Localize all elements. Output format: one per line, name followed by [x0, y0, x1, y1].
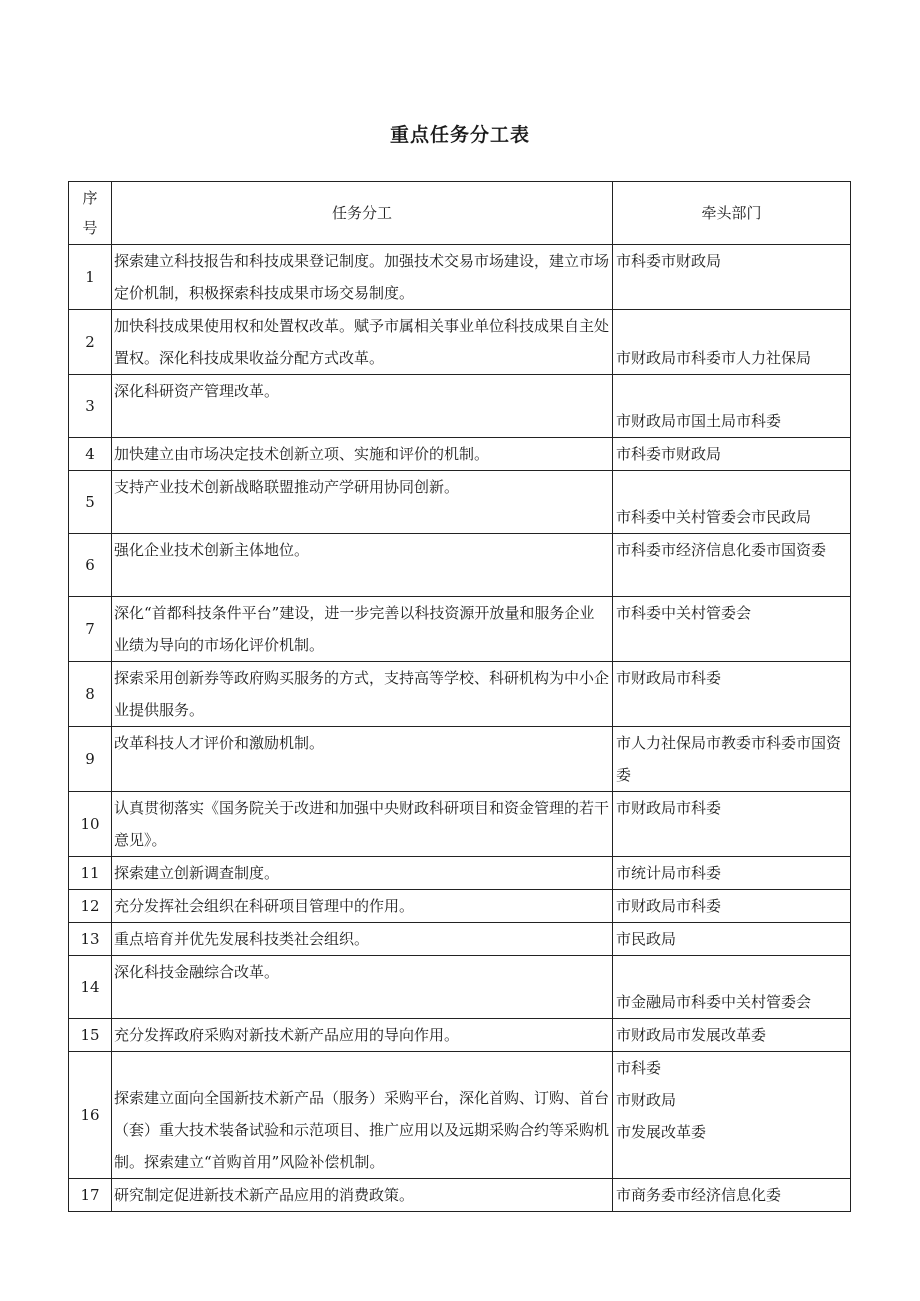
table-header-row: [69, 182, 851, 245]
row-task: 重点培育并优先发展科技类社会组织。: [112, 923, 613, 956]
row-no: 13: [69, 923, 112, 956]
row-dept: 市科委中关村管委会: [613, 597, 851, 662]
dept-line: 市科委: [616, 1059, 662, 1077]
table-row: [69, 1052, 851, 1179]
row-task: 改革科技人才评价和激励机制。: [112, 727, 613, 792]
row-no: 9: [69, 727, 112, 792]
row-dept: 市财政局市发展改革委: [613, 1019, 851, 1052]
row-task: 认真贯彻落实《国务院关于改进和加强中央财政科研项目和资金管理的若干意见》。: [112, 792, 613, 857]
row-no: 12: [69, 890, 112, 923]
row-task: 探索建立科技报告和科技成果登记制度。加强技术交易市场建设，建立市场定价机制，积极探索科技成果市场交易制度。: [112, 245, 613, 310]
header-no-line1: 序: [82, 189, 98, 207]
table-row: [69, 534, 851, 597]
row-dept: 市科委市经济信息化委市国资委: [613, 534, 851, 597]
header-no-line2: 号: [82, 219, 98, 237]
row-no: 8: [69, 662, 112, 727]
row-task: 深化科技金融综合改革。: [112, 956, 613, 1019]
row-no: 14: [69, 956, 112, 1019]
row-dept: 市财政局市科委: [613, 662, 851, 727]
table-row: [69, 857, 851, 890]
dept-line: 市发展改革委: [616, 1123, 707, 1141]
row-no: 6: [69, 534, 112, 597]
row-no: 11: [69, 857, 112, 890]
row-no: 10: [69, 792, 112, 857]
table-row: [69, 727, 851, 792]
row-task: 深化“首都科技条件平台”建设，进一步完善以科技资源开放量和服务企业业绩为导向的市场化评价机制。: [112, 597, 613, 662]
dept-line: 市财政局: [616, 1091, 677, 1109]
table-row: [69, 438, 851, 471]
table-row: [69, 890, 851, 923]
table-row: [69, 923, 851, 956]
page-title: 重点任务分工表: [389, 124, 530, 146]
table-row: [69, 597, 851, 662]
row-task: 加快建立由市场决定技术创新立项、实施和评价的机制。: [112, 438, 613, 471]
table-row: [69, 1179, 851, 1212]
row-dept: 市民政局: [613, 923, 851, 956]
table-row: [69, 245, 851, 310]
task-table: [68, 181, 851, 1212]
row-no: 16: [69, 1052, 112, 1179]
row-no: 17: [69, 1179, 112, 1212]
row-dept: 市商务委市经济信息化委: [613, 1179, 851, 1212]
row-task: 支持产业技术创新战略联盟推动产学研用协同创新。: [112, 471, 613, 534]
table-row: [69, 956, 851, 1019]
table-row: [69, 471, 851, 534]
row-no: 15: [69, 1019, 112, 1052]
row-no: 1: [69, 245, 112, 310]
table-row: [69, 375, 851, 438]
row-no: 5: [69, 471, 112, 534]
row-task: 探索建立创新调查制度。: [112, 857, 613, 890]
row-dept: 市人力社保局市教委市科委市国资委: [613, 727, 851, 792]
row-no: 7: [69, 597, 112, 662]
header-no: [69, 182, 112, 245]
row-task: 探索建立面向全国新技术新产品（服务）采购平台，深化首购、订购、首台（套）重大技术装备试验和示范项目、推广应用以及远期采购合约等采购机制。探索建立“首购首用”风险补偿机制。: [112, 1052, 613, 1179]
row-task: 加快科技成果使用权和处置权改革。赋予市属相关事业单位科技成果自主处置权。深化科技成果收益分配方式改革。: [112, 310, 613, 375]
row-task: 研究制定促进新技术新产品应用的消费政策。: [112, 1179, 613, 1212]
header-task: 任务分工: [112, 182, 613, 245]
row-dept: 市科委市财政局: [613, 245, 851, 310]
row-dept: [613, 1052, 851, 1179]
row-task: 强化企业技术创新主体地位。: [112, 534, 613, 597]
row-no: 3: [69, 375, 112, 438]
row-dept: 市科委中关村管委会市民政局: [613, 471, 851, 534]
row-no: 4: [69, 438, 112, 471]
table-row: [69, 662, 851, 727]
row-dept: 市统计局市科委: [613, 857, 851, 890]
row-dept: 市财政局市科委: [613, 890, 851, 923]
row-task: 深化科研资产管理改革。: [112, 375, 613, 438]
row-dept: 市金融局市科委中关村管委会: [613, 956, 851, 1019]
header-dept: 牵头部门: [613, 182, 851, 245]
row-task: 充分发挥社会组织在科研项目管理中的作用。: [112, 890, 613, 923]
row-dept: 市财政局市科委市人力社保局: [613, 310, 851, 375]
table-row: [69, 1019, 851, 1052]
row-dept: 市财政局市国土局市科委: [613, 375, 851, 438]
row-task: 探索采用创新券等政府购买服务的方式，支持高等学校、科研机构为中小企业提供服务。: [112, 662, 613, 727]
row-task: 充分发挥政府采购对新技术新产品应用的导向作用。: [112, 1019, 613, 1052]
table-row: [69, 792, 851, 857]
table-row: [69, 310, 851, 375]
row-dept: 市财政局市科委: [613, 792, 851, 857]
row-dept: 市科委市财政局: [613, 438, 851, 471]
row-no: 2: [69, 310, 112, 375]
